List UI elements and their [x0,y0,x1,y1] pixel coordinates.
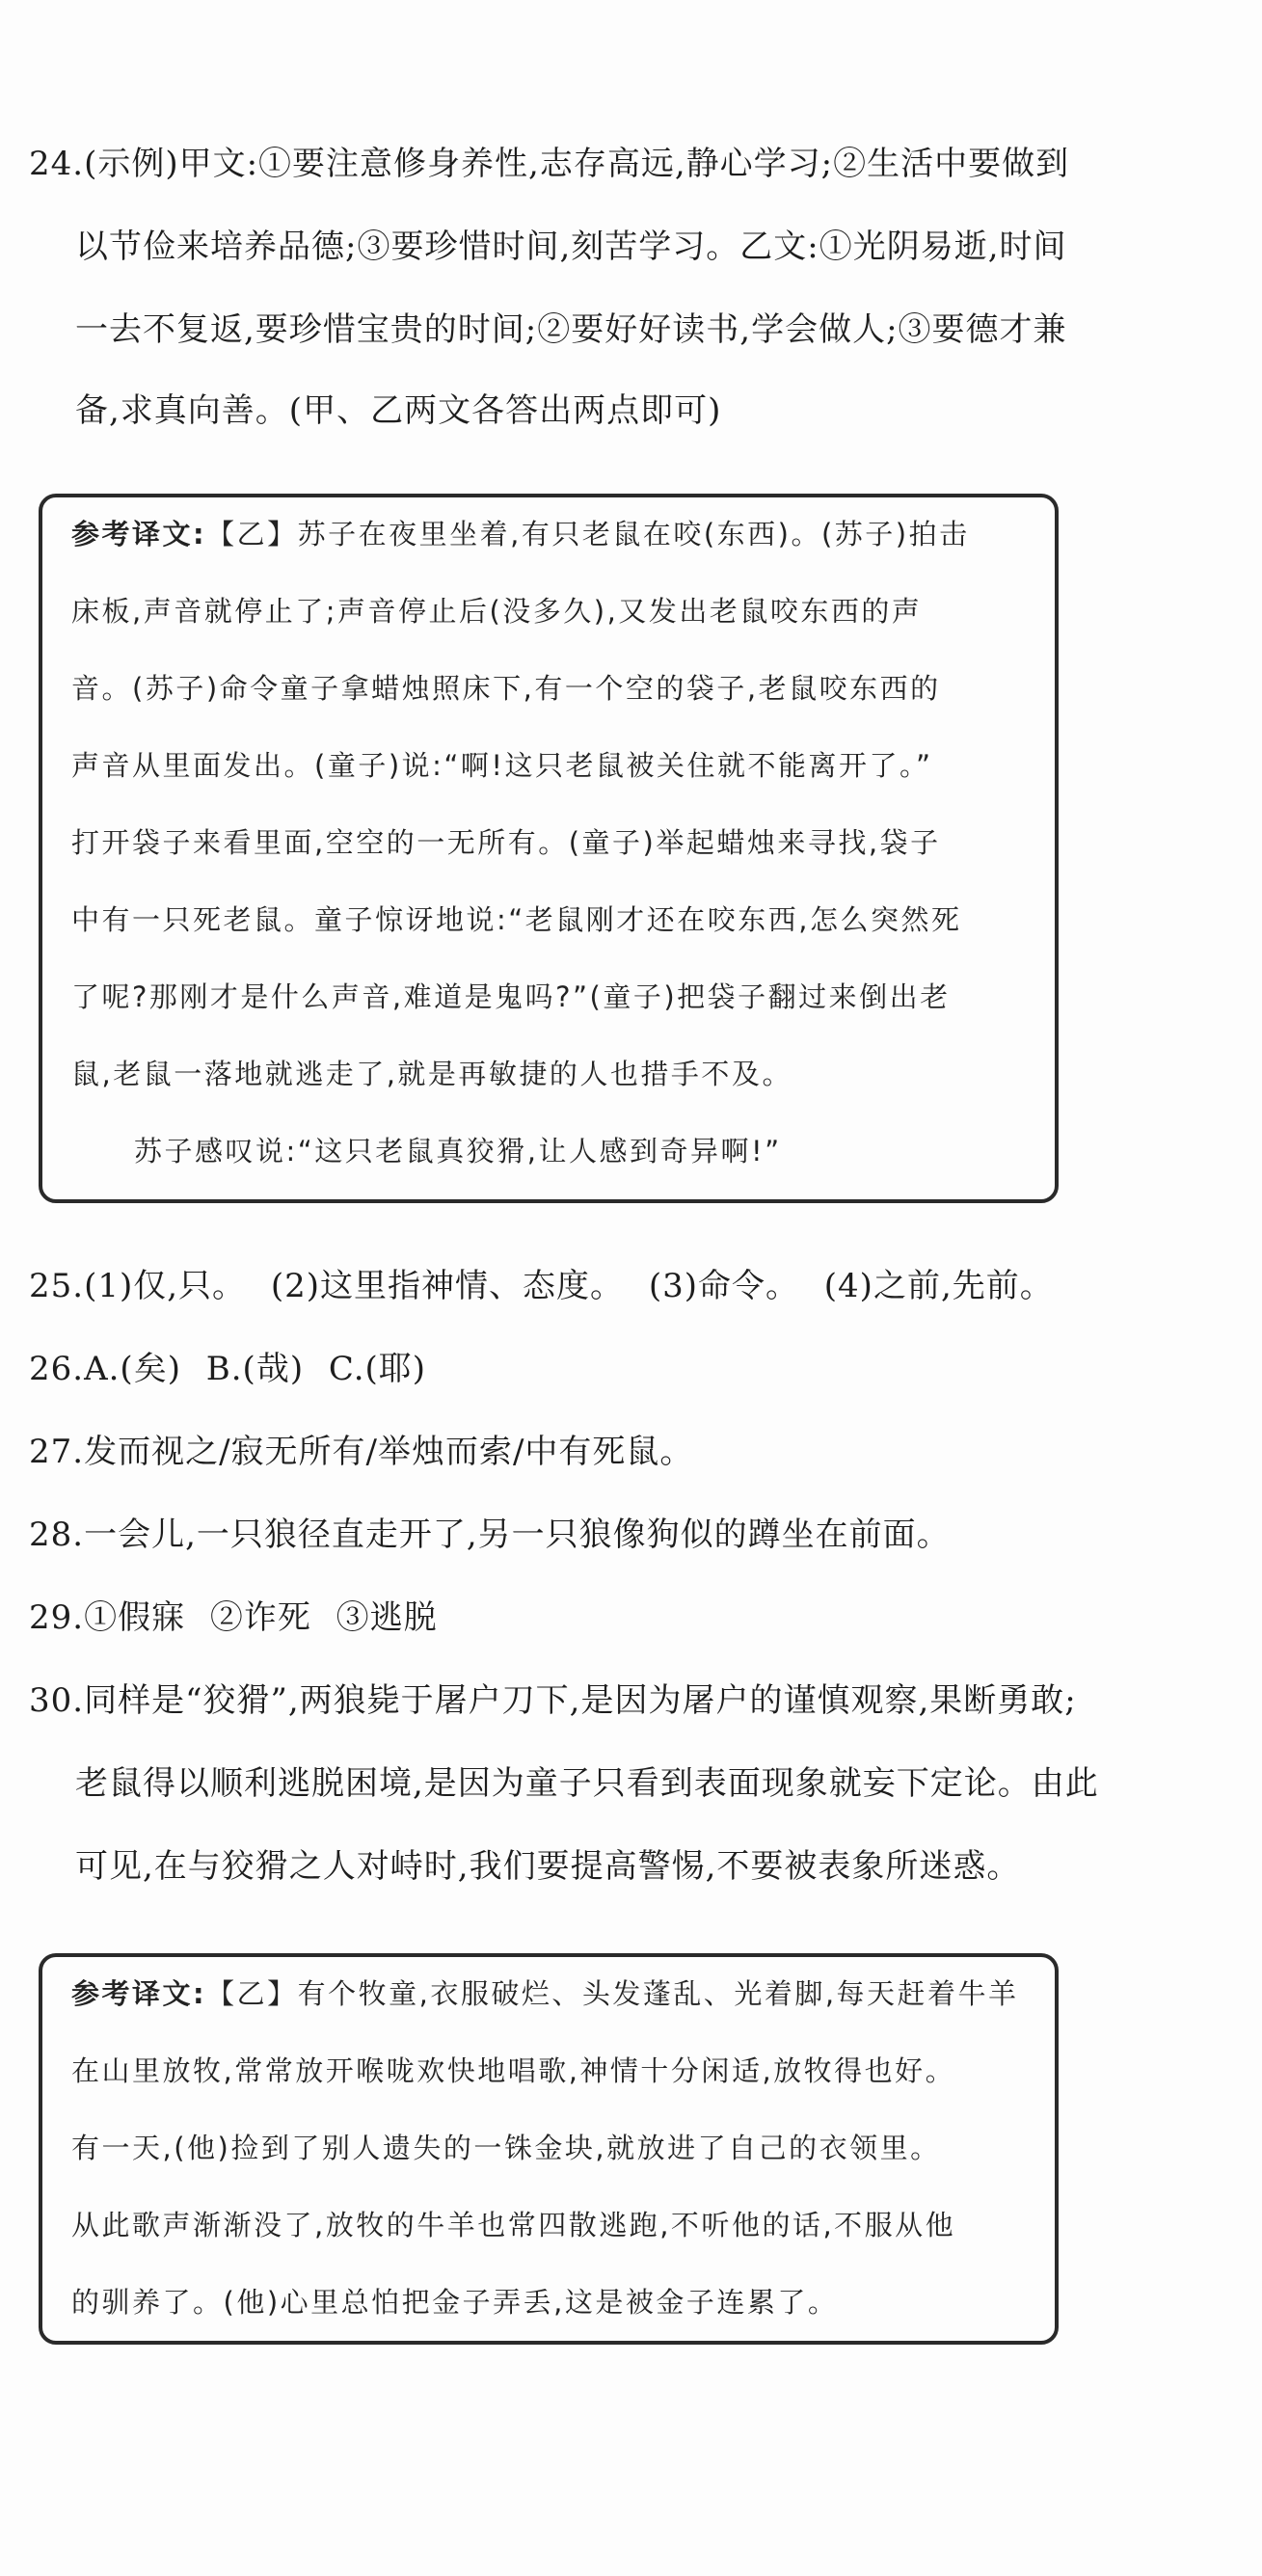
translation-1-line-4: 声音从里面发出。(童子)说:“啊!这只老鼠被关住就不能离开了。” [71,749,933,782]
translation-2-line-5: 的驯养了。(他)心里总怕把金子弄丢,这是被金子连累了。 [71,2286,839,2319]
answer-28: 28.一会儿,一只狼径直走开了,另一只狼像狗似的蹲坐在前面。 [29,1516,951,1554]
translation-1-line-5: 打开袋子来看里面,空空的一无所有。(童子)举起蜡烛来寻找,袋子 [71,826,941,859]
reference-translation-box-2 [39,1953,1059,2345]
reference-translation-box-1 [39,494,1059,1203]
answer-24-line-2: 以节俭来培养品德;③要珍惜时间,刻苦学习。乙文:①光阴易逝,时间 [75,228,1067,266]
answer-30-line-2: 老鼠得以顺利逃脱困境,是因为童子只看到表面现象就妄下定论。由此 [75,1764,1099,1803]
answer-30-line-3: 可见,在与狡猾之人对峙时,我们要提高警惕,不要被表象所迷惑。 [75,1847,1021,1886]
translation-2-label: 参考译文: [71,1977,207,2010]
answer-29: 29.①假寐 ②诈死 ③逃脱 [29,1598,438,1637]
translation-2-line-3: 有一天,(他)捡到了别人遗失的一铢金块,就放进了自己的衣领里。 [71,2132,941,2164]
translation-2-line-4: 从此歌声渐渐没了,放牧的牛羊也常四散逃跑,不听他的话,不服从他 [71,2209,956,2241]
answer-24-line-4: 备,求真向善。(甲、乙两文各答出两点即可) [75,391,722,430]
answer-25: 25.(1)仅,只。 (2)这里指神情、态度。 (3)命令。 (4)之前,先前。 [29,1267,1054,1305]
answer-26: 26.A.(矣) B.(哉) C.(耶) [29,1350,427,1388]
translation-1-line-9: 苏子感叹说:“这只老鼠真狡猾,让人感到奇异啊!” [134,1135,782,1167]
answer-30-line-1: 30.同样是“狡猾”,两狼毙于屠户刀下,是因为屠户的谨慎观察,果断勇敢; [29,1681,1077,1720]
translation-1-first-text: 【乙】苏子在夜里坐着,有只老鼠在咬(东西)。(苏子)拍击 [206,518,970,550]
translation-1-label: 参考译文: [71,518,207,550]
answer-24-line-1: 24.(示例)甲文:①要注意修身养性,志存高远,静心学习;②生活中要做到 [29,145,1070,183]
translation-1-line-6: 中有一只死老鼠。童子惊讶地说:“老鼠刚才还在咬东西,怎么突然死 [71,903,962,936]
answer-24-line-3: 一去不复返,要珍惜宝贵的时间;②要好好读书,学会做人;③要德才兼 [75,310,1067,349]
answer-27: 27.发而视之/寂无所有/举烛而索/中有死鼠。 [29,1433,694,1471]
translation-2-line-1 [71,1974,1019,2013]
translation-2-line-2: 在山里放牧,常常放开喉咙欢快地唱歌,神情十分闲适,放牧得也好。 [71,2054,956,2087]
translation-1-line-2: 床板,声音就停止了;声音停止后(没多久),又发出老鼠咬东西的声 [71,595,923,628]
translation-1-line-8: 鼠,老鼠一落地就逃走了,就是再敏捷的人也措手不及。 [71,1058,792,1090]
translation-1-line-1 [71,515,970,553]
translation-2-first-text: 【乙】有个牧童,衣服破烂、头发蓬乱、光着脚,每天赶着牛羊 [206,1977,1019,2010]
translation-1-line-3: 音。(苏子)命令童子拿蜡烛照床下,有一个空的袋子,老鼠咬东西的 [71,672,941,705]
translation-1-line-7: 了呢?那刚才是什么声音,难道是鬼吗?”(童子)把袋子翻过来倒出老 [71,980,951,1013]
